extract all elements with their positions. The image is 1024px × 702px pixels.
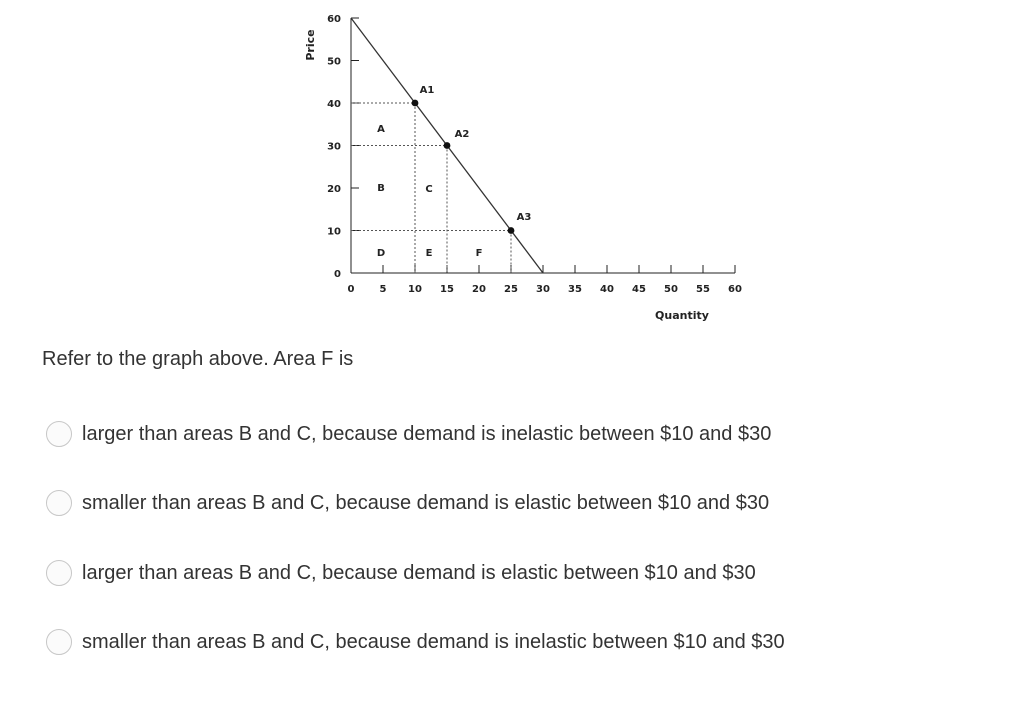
x-tick-label: 5 bbox=[379, 284, 387, 295]
y-tick-label: 60 bbox=[327, 14, 341, 25]
y-tick-label: 40 bbox=[327, 99, 341, 110]
x-tick-label: 25 bbox=[504, 284, 518, 295]
x-tick-label: 30 bbox=[536, 284, 550, 295]
x-tick-label: 35 bbox=[568, 284, 582, 295]
point-label: A2 bbox=[454, 129, 470, 140]
region-label: F bbox=[475, 248, 483, 259]
demand-chart bbox=[0, 0, 1024, 340]
region-label: C bbox=[425, 184, 433, 195]
radio-button[interactable] bbox=[46, 560, 72, 586]
radio-button[interactable] bbox=[46, 490, 72, 516]
point-marker bbox=[508, 227, 515, 234]
option-label: smaller than areas B and C, because demand is inelastic between $10 and $30 bbox=[82, 630, 785, 653]
question-text: Refer to the graph above. Area F is bbox=[42, 348, 354, 370]
x-axis-title: Quantity bbox=[655, 309, 709, 322]
x-tick-label: 20 bbox=[472, 284, 486, 295]
y-tick-label: 30 bbox=[327, 141, 341, 153]
radio-button[interactable] bbox=[46, 629, 72, 655]
x-tick-label: 50 bbox=[664, 284, 678, 295]
y-axis-title: Price bbox=[304, 29, 317, 61]
y-tick-label: 20 bbox=[327, 184, 341, 195]
x-tick-label: 15 bbox=[440, 284, 454, 295]
x-tick-label: 10 bbox=[408, 284, 422, 295]
chart-axes bbox=[304, 14, 742, 322]
point-label: A1 bbox=[419, 85, 435, 96]
y-tick-label: 0 bbox=[334, 269, 341, 280]
region-label: A bbox=[377, 124, 385, 135]
x-tick-label: 40 bbox=[600, 284, 614, 295]
answer-option-1[interactable] bbox=[46, 421, 771, 447]
option-label: larger than areas B and C, because demand is elastic between $10 and $30 bbox=[82, 561, 756, 584]
x-tick-label: 60 bbox=[728, 284, 742, 295]
region-label: E bbox=[425, 248, 433, 259]
answer-option-3[interactable] bbox=[46, 560, 756, 586]
y-tick-label: 50 bbox=[327, 56, 341, 68]
region-label: D bbox=[376, 248, 386, 259]
point-marker bbox=[444, 142, 451, 149]
point-marker bbox=[412, 100, 419, 107]
x-tick-label: 55 bbox=[696, 284, 710, 295]
point-label: A3 bbox=[516, 212, 532, 223]
chart-labels bbox=[377, 85, 532, 259]
answer-option-4[interactable] bbox=[46, 629, 785, 655]
option-label: larger than areas B and C, because demand is inelastic between $10 and $30 bbox=[82, 422, 772, 445]
answer-option-2[interactable] bbox=[46, 490, 769, 516]
option-label: smaller than areas B and C, because demand is elastic between $10 and $30 bbox=[82, 491, 770, 514]
x-tick-label: 45 bbox=[632, 284, 646, 295]
y-tick-label: 10 bbox=[327, 226, 341, 238]
region-label: B bbox=[377, 183, 385, 194]
radio-button[interactable] bbox=[46, 421, 72, 447]
x-tick-label: 0 bbox=[347, 284, 355, 295]
